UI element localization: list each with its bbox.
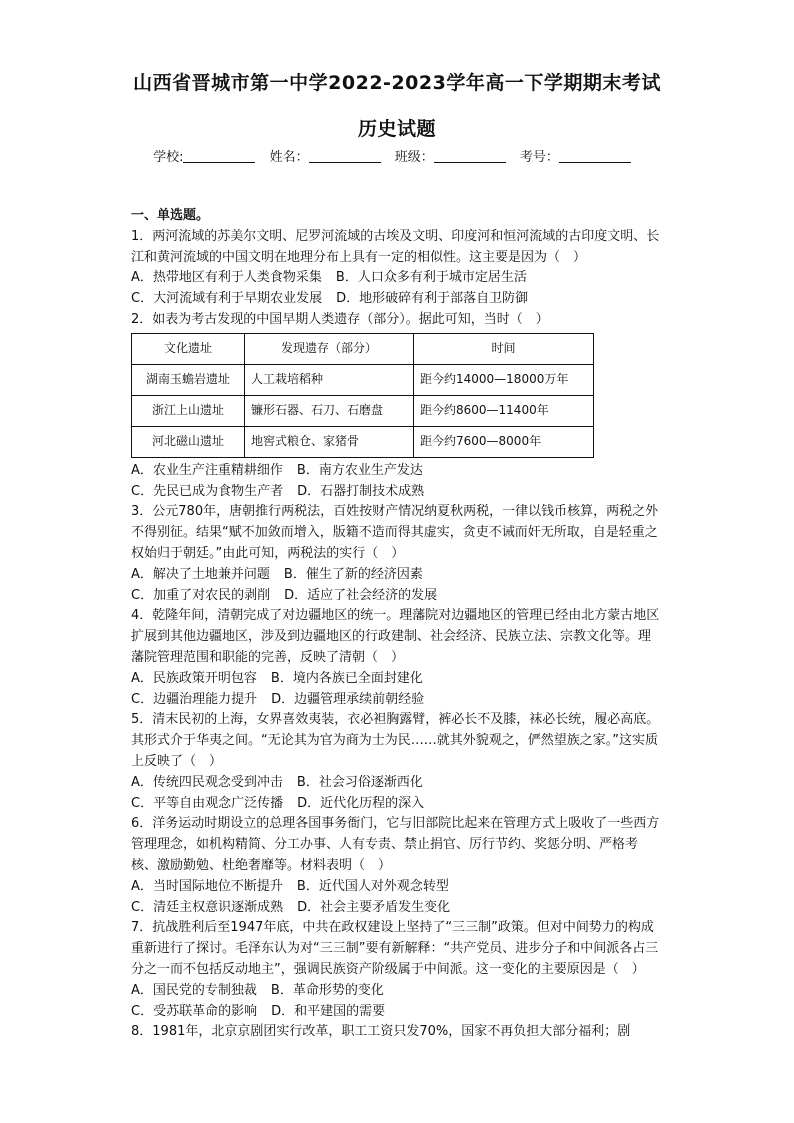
question-stem: 7．抗战胜利后至1947年底，中共在政权建设上坚持了“三三制”政策。但对中间势力的构成重新进行了探讨。毛泽东认为对“三三制”要有新解释：“共产党员、进步分子和中间派各占三分之一而不包括反动地主”，强调民族资产阶级属于中间派。这一变化的主要原因是（ ） [131, 920, 659, 977]
table-header-cell: 发现遗存（部分） [245, 333, 414, 364]
options-line [131, 586, 661, 607]
answer-option: A．传统四民观念受到冲击 [131, 774, 283, 790]
name-label: 姓名： [269, 150, 309, 165]
student-info-line [0, 146, 794, 165]
class-blank [434, 150, 506, 163]
question-4 [131, 606, 661, 710]
options-line [131, 1002, 661, 1023]
class-label: 班级： [394, 150, 434, 165]
table-cell: 浙江上山遗址 [132, 395, 245, 426]
answer-option: D．和平建国的需要 [271, 1003, 386, 1019]
options-line [131, 482, 661, 503]
relics-table [131, 333, 594, 458]
question-stem: 4．乾隆年间，清朝完成了对边疆地区的统一。理藩院对边疆地区的管理已经由北方蒙古地区扩展到其他边疆地区，涉及到边疆地区的行政建制、社会经济、民族立法、宗教文化等。理藩院管理范围和职能的完善，反映了清朝（ ） [131, 608, 660, 665]
answer-option: B．南方农业生产发达 [296, 462, 423, 478]
section-title: 一、单选题。 [131, 208, 210, 223]
answer-option: C．先民已成为食物生产者 [131, 483, 284, 499]
options-line [131, 794, 661, 815]
question-stem: 3．公元780年，唐朝推行两税法，百姓按财产情况纳夏秋两税，一律以钱币核算，两税之外不得别征。结果“赋不加敛而增入，版籍不造而得其虚实，贪吏不诫而奸无所取，自是轻重之权始归于朝廷。”由此可知，两税法的实行（ ） [131, 504, 659, 561]
answer-option: B．近代国人对外观念转型 [296, 878, 449, 894]
exam-number-label: 考号： [519, 150, 559, 165]
table-header-cell: 文化遗址 [132, 333, 245, 364]
options-line [131, 289, 661, 310]
answer-option: A．热带地区有利于人类食物采集 [131, 270, 322, 286]
question-5 [131, 710, 661, 814]
question-8 [131, 1022, 661, 1043]
table-cell: 距今约7600—8000年 [414, 426, 594, 457]
answer-option: C．大河流域有利于早期农业发展 [131, 291, 323, 307]
answer-option: D．近代化历程的深入 [297, 795, 425, 811]
answer-option: D．社会主要矛盾发生变化 [297, 899, 451, 915]
table-cell: 距今约8600—11400年 [414, 395, 594, 426]
question-stem: 6．洋务运动时期设立的总理各国事务衙门，它与旧部院比起来在管理方式上吸收了一些西方管理理念，如机构精简、分工办事、人有专责、禁止捐官、厉行节约、奖惩分明、严格考核、激励勤勉、杜绝奢靡等。材料表明（ ） [131, 816, 660, 873]
answer-option: A．解决了土地兼并问题 [131, 566, 270, 582]
table-cell: 人工栽培稻种 [245, 364, 414, 395]
answer-option: B．社会习俗逐渐西化 [296, 774, 423, 790]
question-6 [131, 814, 661, 918]
answer-option: D．石器打制技术成熟 [297, 483, 425, 499]
answer-option: C．边疆治理能力提升 [131, 691, 258, 707]
table-header-row [132, 333, 594, 364]
answer-option: B．催生了新的经济因素 [283, 566, 423, 582]
exam-subject-title: 历史试题 [357, 118, 436, 140]
answer-option: B．人口众多有利于城市定居生活 [335, 270, 527, 286]
exam-number-blank [559, 150, 631, 163]
options-line [131, 898, 661, 919]
question-3 [131, 502, 661, 606]
question-2 [131, 310, 661, 502]
answer-option: C．加重了对农民的剥削 [131, 587, 271, 603]
options-line [131, 565, 661, 586]
table-cell: 湖南玉蟾岩遗址 [132, 364, 245, 395]
answer-option: D．边疆管理承续前朝经验 [271, 691, 425, 707]
answer-option: D．适应了社会经济的发展 [284, 587, 438, 603]
table-cell: 镰形石器、石刀、石磨盘 [245, 395, 414, 426]
options-line [131, 690, 661, 711]
answer-option: C．清廷主权意识逐渐成熟 [131, 899, 284, 915]
table-row [132, 395, 594, 426]
options-line [131, 877, 661, 898]
question-stem: 8．1981年，北京京剧团实行改革，职工工资只发70%，国家不再负担大部分福利；剧 [131, 1024, 631, 1040]
question-7 [131, 918, 661, 1022]
table-cell: 距今约14000—18000万年 [414, 364, 594, 395]
school-label: 学校: [153, 150, 184, 165]
answer-option: A．当时国际地位不断提升 [131, 878, 283, 894]
table-row [132, 364, 594, 395]
answer-option: B．革命形势的变化 [270, 982, 384, 998]
name-blank [309, 150, 381, 163]
answer-option: A．农业生产注重精耕细作 [131, 462, 283, 478]
table-cell: 地窖式粮仓、家猪骨 [245, 426, 414, 457]
exam-title: 山西省晋城市第一中学2022-2023学年高一下学期期末考试 [133, 72, 661, 94]
question-stem: 5．清末民初的上海，女界喜效夷装，衣必袒胸露臂，裤必长不及膝，袜必长统，履必高底。其形式介于华夷之间。“无论其为官为商为士为民……就其外貌观之，俨然望族之家。”这实质上反映了（ ） [131, 712, 660, 769]
options-line [131, 461, 661, 482]
answer-option: C．平等自由观念广泛传播 [131, 795, 284, 811]
question-stem: 2．如表为考古发现的中国早期人类遗存（部分）。据此可知，当时（ ） [131, 311, 549, 327]
options-line [131, 981, 661, 1002]
options-line [131, 669, 661, 690]
options-line [131, 773, 661, 794]
options-line [131, 268, 661, 289]
answer-option: B．境内各族已全面封建化 [270, 670, 423, 686]
school-blank [183, 150, 255, 163]
answer-option: C．受苏联革命的影响 [131, 1003, 258, 1019]
table-row [132, 426, 594, 457]
answer-option: D．地形破碎有利于部落自卫防御 [336, 291, 529, 307]
question-stem: 1．两河流域的苏美尔文明、尼罗河流域的古埃及文明、印度河和恒河流域的古印度文明、长江和黄河流域的中国文明在地理分布上具有一定的相似性。这主要是因为（ ） [131, 228, 660, 265]
table-header-cell: 时间 [414, 333, 594, 364]
question-list [131, 206, 661, 1043]
answer-option: A．民族政策开明包容 [131, 670, 257, 686]
table-cell: 河北磁山遗址 [132, 426, 245, 457]
answer-option: A．国民党的专制独裁 [131, 982, 257, 998]
question-1 [131, 227, 661, 310]
